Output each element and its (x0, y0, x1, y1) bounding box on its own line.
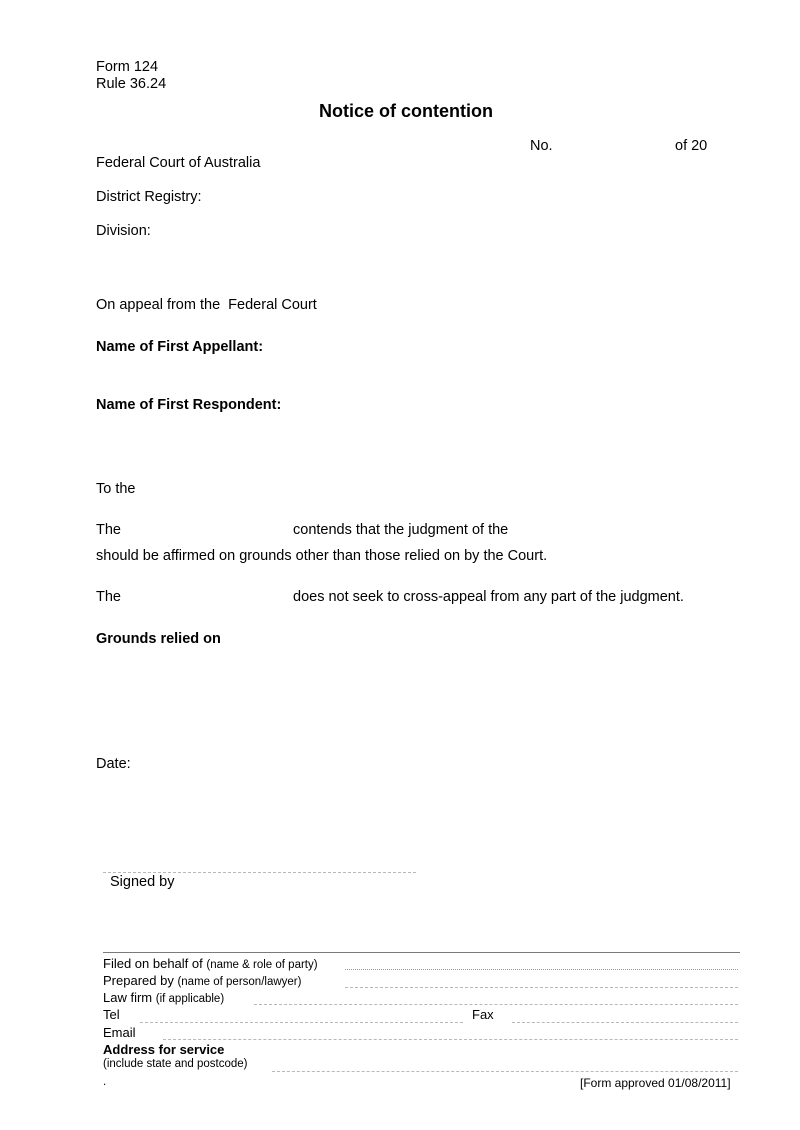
fax-label: Fax (472, 1007, 494, 1022)
to-the-label: To the (96, 481, 136, 497)
district-registry-label: District Registry: (96, 189, 202, 205)
email-label: Email (103, 1025, 136, 1040)
first-appellant-label: Name of First Appellant: (96, 339, 264, 355)
prepared-by-label: Prepared by (103, 973, 174, 988)
law-firm-row (103, 990, 224, 1005)
period-mark: . (103, 1076, 107, 1088)
email-field[interactable] (163, 1039, 738, 1040)
address-for-service-field[interactable] (272, 1071, 738, 1072)
form-number: Form 124 (96, 59, 159, 75)
law-firm-field[interactable] (254, 1004, 738, 1005)
the-label-2: The (96, 589, 121, 605)
address-hint: (include state and postcode) (103, 1058, 248, 1070)
prepared-by-hint: (name of person/lawyer) (177, 976, 302, 988)
filed-on-behalf-field[interactable] (345, 969, 738, 970)
filed-on-behalf-row (103, 956, 318, 971)
filed-on-behalf-hint: (name & role of party) (206, 959, 318, 971)
of-year-label: of 20 (675, 138, 708, 154)
prepared-by-field[interactable] (345, 987, 738, 988)
footer-divider (103, 952, 740, 953)
page-title: Notice of contention (319, 101, 493, 121)
contends-text: contends that the judgment of the (293, 522, 509, 538)
filed-on-behalf-label: Filed on behalf of (103, 956, 203, 971)
division-label: Division: (96, 223, 151, 239)
signature-line[interactable] (103, 872, 416, 873)
no-label: No. (530, 138, 553, 154)
tel-label: Tel (103, 1007, 120, 1022)
fax-field[interactable] (512, 1022, 738, 1023)
first-respondent-label: Name of First Respondent: (96, 397, 282, 413)
on-appeal-from: On appeal from the Federal Court (96, 297, 317, 313)
date-label: Date: (96, 756, 131, 772)
law-firm-label: Law firm (103, 990, 153, 1005)
grounds-heading: Grounds relied on (96, 631, 221, 647)
law-firm-hint: (if applicable) (155, 993, 225, 1005)
the-label-1: The (96, 522, 121, 538)
tel-field[interactable] (140, 1022, 463, 1023)
address-for-service-label: Address for service (103, 1042, 225, 1057)
prepared-by-row (103, 973, 301, 988)
no-cross-appeal-text: does not seek to cross-appeal from any part of the judgment. (293, 589, 684, 605)
affirmed-text: should be affirmed on grounds other than those relied on by the Court. (96, 548, 548, 564)
form-approved-note: [Form approved 01/08/2011] (580, 1076, 731, 1090)
rule-number: Rule 36.24 (96, 76, 167, 92)
signed-by-label: Signed by (110, 874, 175, 890)
court-name: Federal Court of Australia (96, 155, 261, 171)
